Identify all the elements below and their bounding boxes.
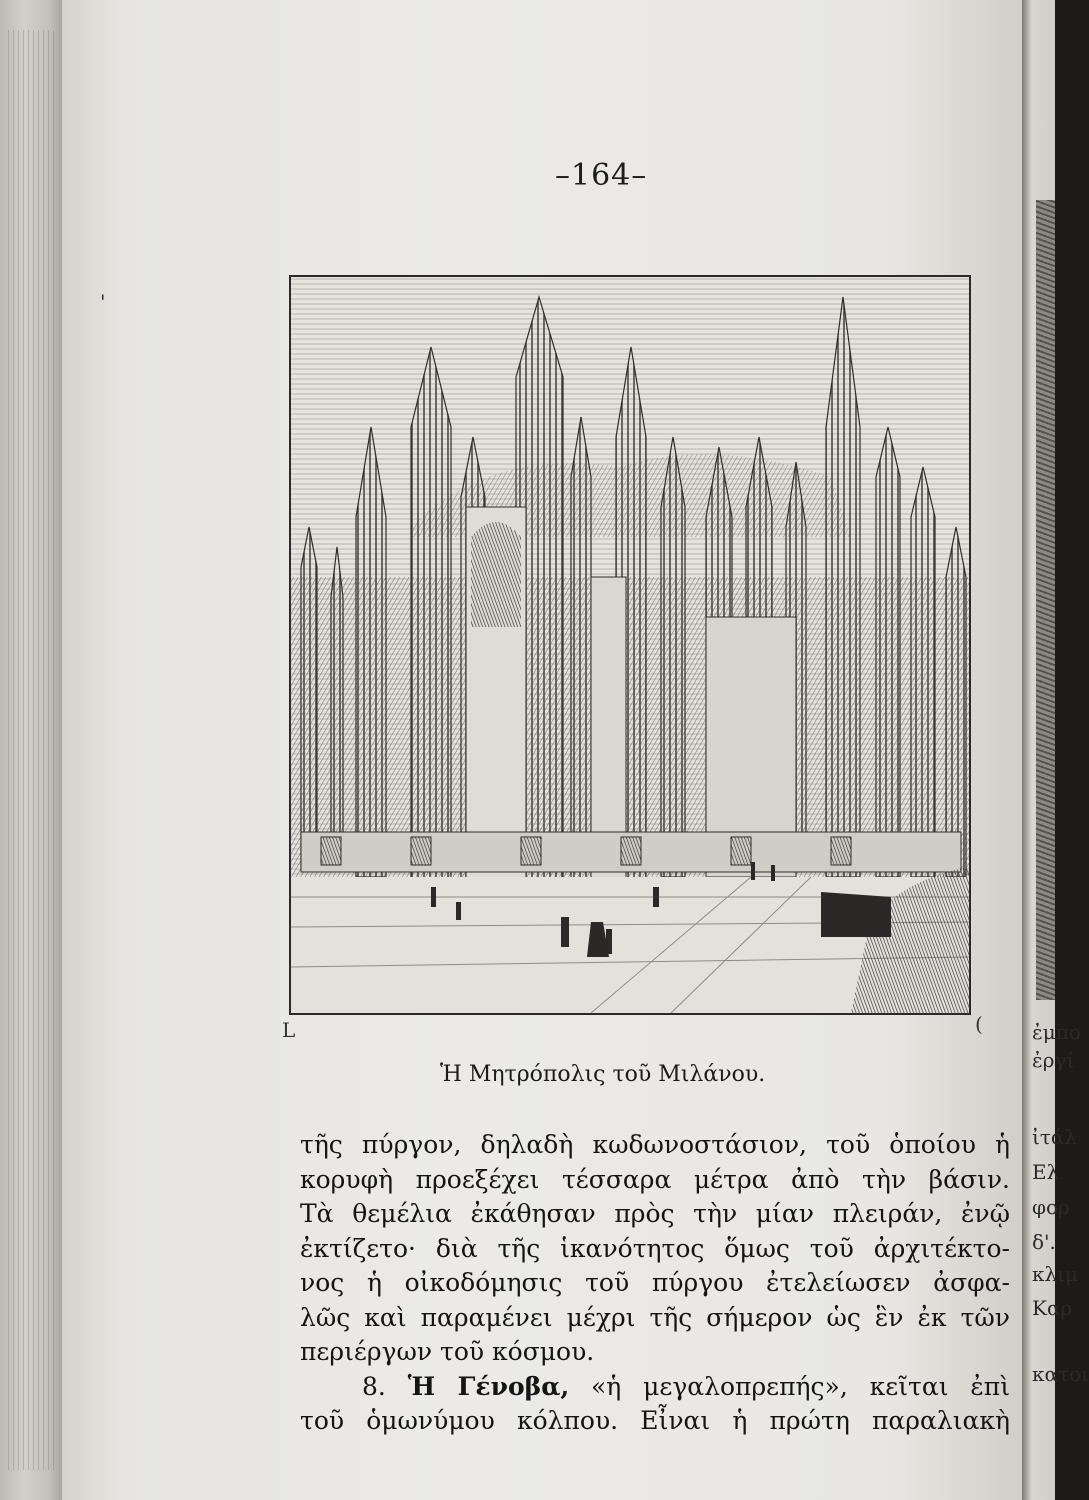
cathedral-engraving <box>289 275 971 1015</box>
text-line: κορυφὴ προεξέχει τέσσαρα μέτρα ἀπὸ τὴν βάσιν. <box>300 1164 1010 1194</box>
adjacent-text-fragment: Ελ <box>1032 1160 1060 1184</box>
engraving-drawing <box>291 277 969 1013</box>
section-number: 8. <box>362 1371 386 1401</box>
print-speck: ( <box>975 1012 983 1036</box>
adjacent-illustration <box>1036 200 1055 1000</box>
book-edge <box>0 0 70 1500</box>
print-speck: ' <box>100 290 106 314</box>
adjacent-text-fragment: Καρ <box>1032 1296 1073 1320</box>
adjacent-text-fragment: δ'. <box>1032 1230 1056 1254</box>
body-text <box>300 1128 1010 1439</box>
adjacent-text-fragment: κλιμ <box>1032 1262 1079 1286</box>
text-line: νος ἡ οἰκοδόμησις τοῦ πύργου ἐτελείωσεν ἀσφα- <box>300 1268 1010 1297</box>
adjacent-text-fragment: φορ <box>1032 1195 1070 1219</box>
figure-caption: Ἡ Μητρόπολις τοῦ Μιλάνου. <box>440 1062 766 1087</box>
section-heading-line <box>300 1370 1010 1405</box>
text-line: τῆς πύργον, δηλαδὴ κωδωνοστάσιον, τοῦ ὁποίου ἡ <box>300 1130 1010 1159</box>
adjacent-text-fragment: ἰτάλ <box>1032 1125 1078 1149</box>
adjacent-page <box>1022 0 1089 1500</box>
adjacent-text-fragment: ἐργί <box>1032 1048 1075 1072</box>
section-text: «ἡ μεγαλοπρεπής», κεῖται ἐπὶ <box>591 1371 1010 1401</box>
print-speck: L <box>282 1018 296 1042</box>
adjacent-text-fragment: ἐμπο <box>1032 1020 1081 1044</box>
text-line: τοῦ ὁμωνύμου κόλπου. Εἶναι ἡ πρώτη παραλιακὴ <box>300 1406 1010 1435</box>
text-line: Τὰ θεμέλια ἐκάθησαν πρὸς τὴν μίαν πλειράν, ἐνῷ <box>300 1199 1010 1228</box>
page-stack-lines <box>8 30 58 1470</box>
adjacent-text-fragment: κατοι <box>1032 1362 1089 1386</box>
page-number: –164– <box>555 158 648 193</box>
section-heading: Ἡ Γένοβα, <box>407 1371 570 1401</box>
text-line: ἐκτίζετο· διὰ τῆς ἱκανότητος ὅμως τοῦ ἀρχιτέκτο- <box>300 1233 1010 1263</box>
text-line: λῶς καὶ παραμένει μέχρι τῆς σήμερον ὡς ἓν ἐκ τῶν <box>300 1302 1010 1332</box>
text-line: περιέργων τοῦ κόσμου. <box>300 1337 595 1366</box>
